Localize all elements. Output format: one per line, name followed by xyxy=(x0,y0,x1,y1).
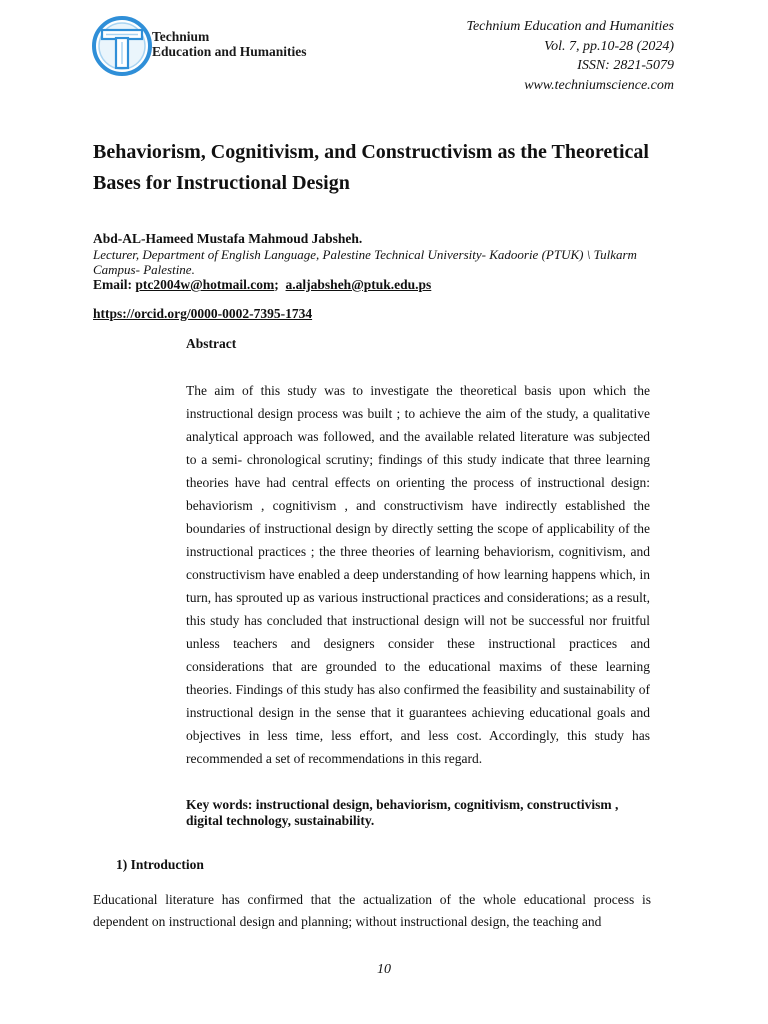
abstract-heading: Abstract xyxy=(186,336,237,351)
email-link-2[interactable]: a.aljabsheh@ptuk.edu.ps xyxy=(285,277,432,292)
logo-line-1: Technium xyxy=(152,29,210,44)
paper-title: Behaviorism, Cognitivism, and Constructivism as the Theoretical Bases for Instructional Design xyxy=(93,141,649,194)
email-line xyxy=(93,277,683,293)
author-name: Abd-AL-Hameed Mustafa Mahmoud Jabsheh. xyxy=(93,231,363,246)
orcid-link[interactable]: https://orcid.org/0000-0002-7395-1734 xyxy=(93,306,313,321)
journal-name: Technium Education and Humanities xyxy=(466,19,674,34)
orcid-line xyxy=(93,306,312,322)
author-affiliation: Lecturer, Department of English Language, Palestine Technical University- Kadoorie (PTUK) \ Tulkarm Campus- Palestine. xyxy=(93,247,637,277)
journal-volume: Vol. 7, pp.10-28 (2024) xyxy=(544,38,674,54)
journal-issn: ISSN: 2821-5079 xyxy=(577,58,674,73)
keywords: Key words: instructional design, behaviorism, cognitivism, constructivism , digital technology, sustainability. xyxy=(186,797,619,828)
email-link-1[interactable]: ptc2004w@hotmail.com xyxy=(135,277,275,292)
technium-t-logo-icon xyxy=(92,16,154,78)
author-block xyxy=(93,231,683,293)
email-separator: ; xyxy=(274,277,279,292)
abstract-body: The aim of this study was to investigate the theoretical basis upon which the instructional design process was built ; to achieve the aim of the study, a qualitative analytical approach was followed, and the available related literature was subjected to a semi- chronological scrutiny; findings of this study indicate that three learning theories have had central effects on orienting the process of instructional design: behaviorism , cognitivism , and constructivism have indirectly established the boundaries of instructional design by directly setting the scope of applicability of the instructional practices ; the three theories of learning behaviorism, cognitivism, and constructivism have enabled a deep understanding of how learning happens which, in turn, has sprouted up as various instructional practices and considerations; as a result, this study has concluded that instructional design will not be successful nor fruitful unless teachers and designers consider these instructional practices and considerations that are grounded to the educational maxims of these learning theories. Findings of this study has also confirmed the feasibility and sustainability of instructional design in the sense that it guarantees achieving educational goals and objectives in less time, less effort, and less cost. Accordingly, this study has recommended a set of recommendations in this regard. xyxy=(186,383,650,766)
journal-info xyxy=(466,17,674,95)
page-number: 10 xyxy=(377,962,391,977)
logo-line-2: Education and Humanities xyxy=(152,44,307,59)
introduction-heading: 1) Introduction xyxy=(116,857,204,872)
logo-text xyxy=(152,29,307,59)
journal-website[interactable]: www.techniumscience.com xyxy=(524,77,674,93)
journal-logo xyxy=(92,16,342,78)
introduction-body: Educational literature has confirmed that the actualization of the whole educational process is dependent on instructional design and planning; without instructional design, the teaching and xyxy=(93,892,651,929)
email-label: Email: xyxy=(93,277,132,292)
